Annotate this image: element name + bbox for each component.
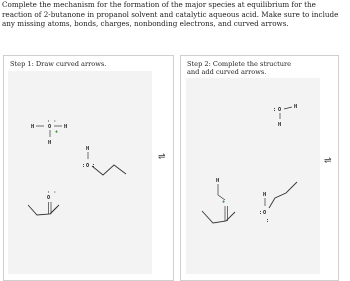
step1-structure [8,71,152,274]
step1-title: Step 1: Draw curved arrows. [10,60,107,68]
propanol-h: H [86,146,90,152]
equilibrium-arrow-1: ⇌ [158,152,166,162]
step1-drawing-canvas[interactable] [8,71,152,274]
step2-drawing-canvas[interactable] [186,78,320,274]
hydronium-o: O [48,124,52,130]
propanol-h-2: H [263,192,267,198]
water-o: O [278,107,282,113]
instructions-text: Complete the mechanism for the formation of the major species at equilibrium for the reaction of 2-butanone in propanol solvent and catalytic aqueous acid. Make sure to include any missing atoms, bonds, charges, nonbonding electrons, and curved arrows. [2,0,339,29]
step2-structure [186,78,320,274]
water-h-right: H [294,104,298,110]
ketone-o-lone-pair: · · [47,190,57,196]
propanol-o-2: O [263,210,267,216]
propanol-o-lone-pair-left-2: : [259,210,263,216]
hydronium-h-right: H [64,124,68,130]
hydronium-o-lone-pair: · · [47,119,57,125]
oxonium-plus-charge: + [222,199,226,205]
hydronium-h-left: H [31,124,35,130]
propanol-o-lone-pair-bottom-2: : [266,218,270,224]
oxonium-h: H [216,178,220,184]
equilibrium-arrow-2: ⇌ [324,156,332,166]
water-h-bottom: H [278,122,282,128]
hydronium-h-bottom: H [48,140,52,146]
step1-panel [3,55,174,281]
propanol-o-lone-pair-right: : [92,163,96,169]
step2-panel [180,55,339,281]
hydronium-plus-charge: + [55,129,59,135]
propanol-o-lone-pair-left: : [82,163,86,169]
ketone-o: O [47,195,51,201]
propanol-o: O [86,163,90,169]
step2-title: Step 2: Complete the structure and add curved arrows. [187,60,292,77]
water-o-lone-pair-left: : [273,107,277,113]
